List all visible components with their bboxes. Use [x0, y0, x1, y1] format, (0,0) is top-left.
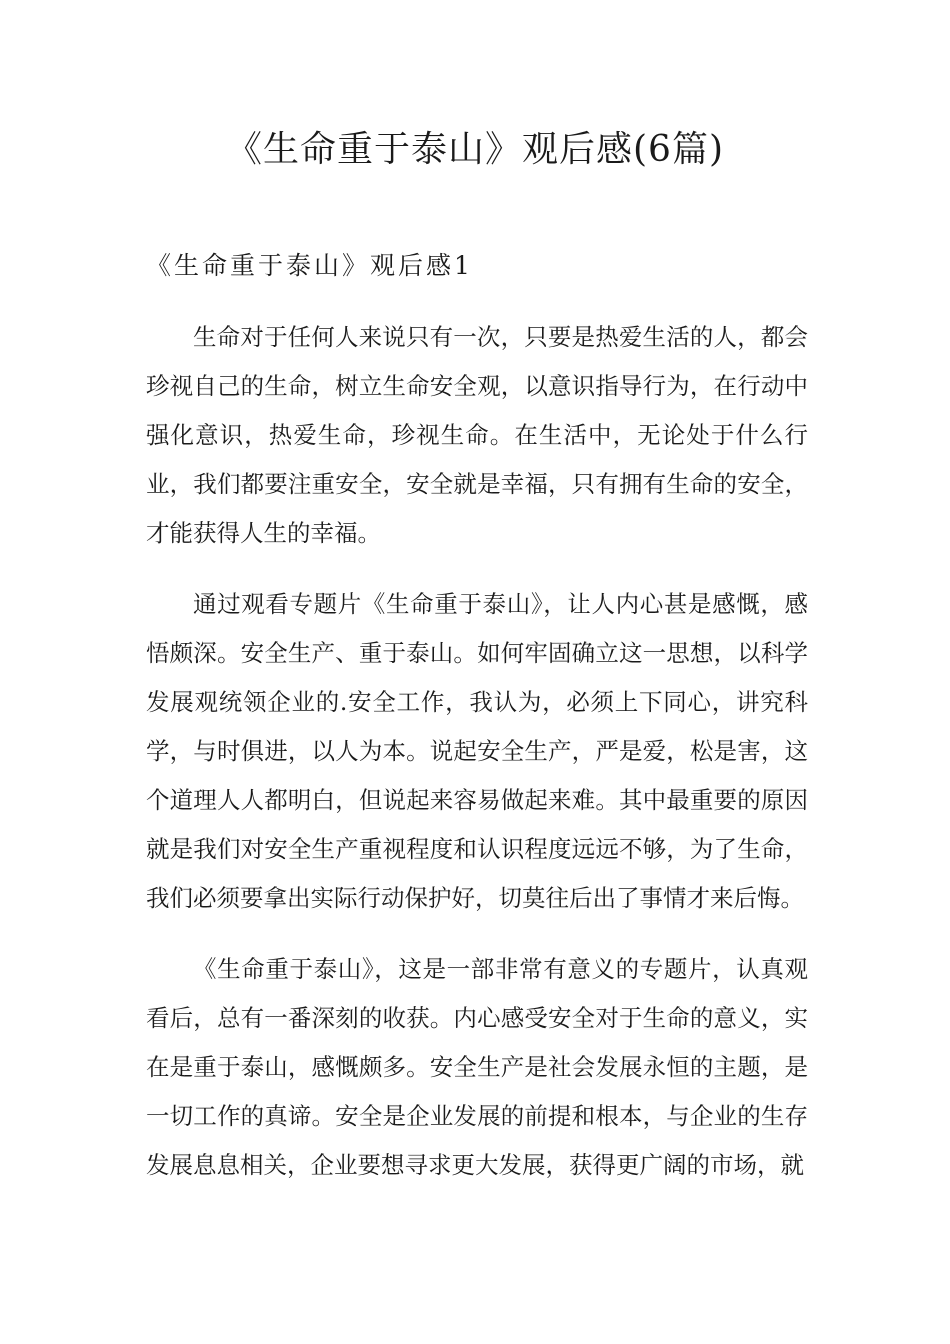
body-paragraph: 通过观看专题片《生命重于泰山》，让人内心甚是感慨，感悟颇深。安全生产、重于泰山。如何牢固确立这一思想，以科学发展观统领企业的.安全工作，我认为，必须上下同心，讲究科学，与时俱进，以人为本。说起安全生产，严是爱，松是害，这个道理人人都明白，但说起来容易做起来难。其中最重要的原因就是我们对安全生产重视程度和认识程度远远不够，为了生命，我们必须要拿出实际行动保护好，切莫往后出了事情才来后悔。 [146, 590, 808, 912]
document-title: 《生命重于泰山》观后感(6篇) [226, 129, 724, 170]
body-paragraph: 生命对于任何人来说只有一次，只要是热爱生活的人，都会珍视自己的生命，树立生命安全观，以意识指导行为，在行动中强化意识，热爱生命，珍视生命。在生活中，无论处于什么行业，我们都要注重安全，安全就是幸福，只有拥有生命的安全，才能获得人生的幸福。 [146, 323, 808, 547]
section-heading: 《生命重于泰山》观后感1 [146, 251, 473, 280]
body-paragraph: 《生命重于泰山》，这是一部非常有意义的专题片，认真观看后，总有一番深刻的收获。内心感受安全对于生命的意义，实在是重于泰山，感慨颇多。安全生产是社会发展永恒的主题，是一切工作的真谛。安全是企业发展的前提和根本，与企业的生存发展息息相关，企业要想寻求更大发展，获得更广阔的市场，就 [146, 955, 808, 1179]
